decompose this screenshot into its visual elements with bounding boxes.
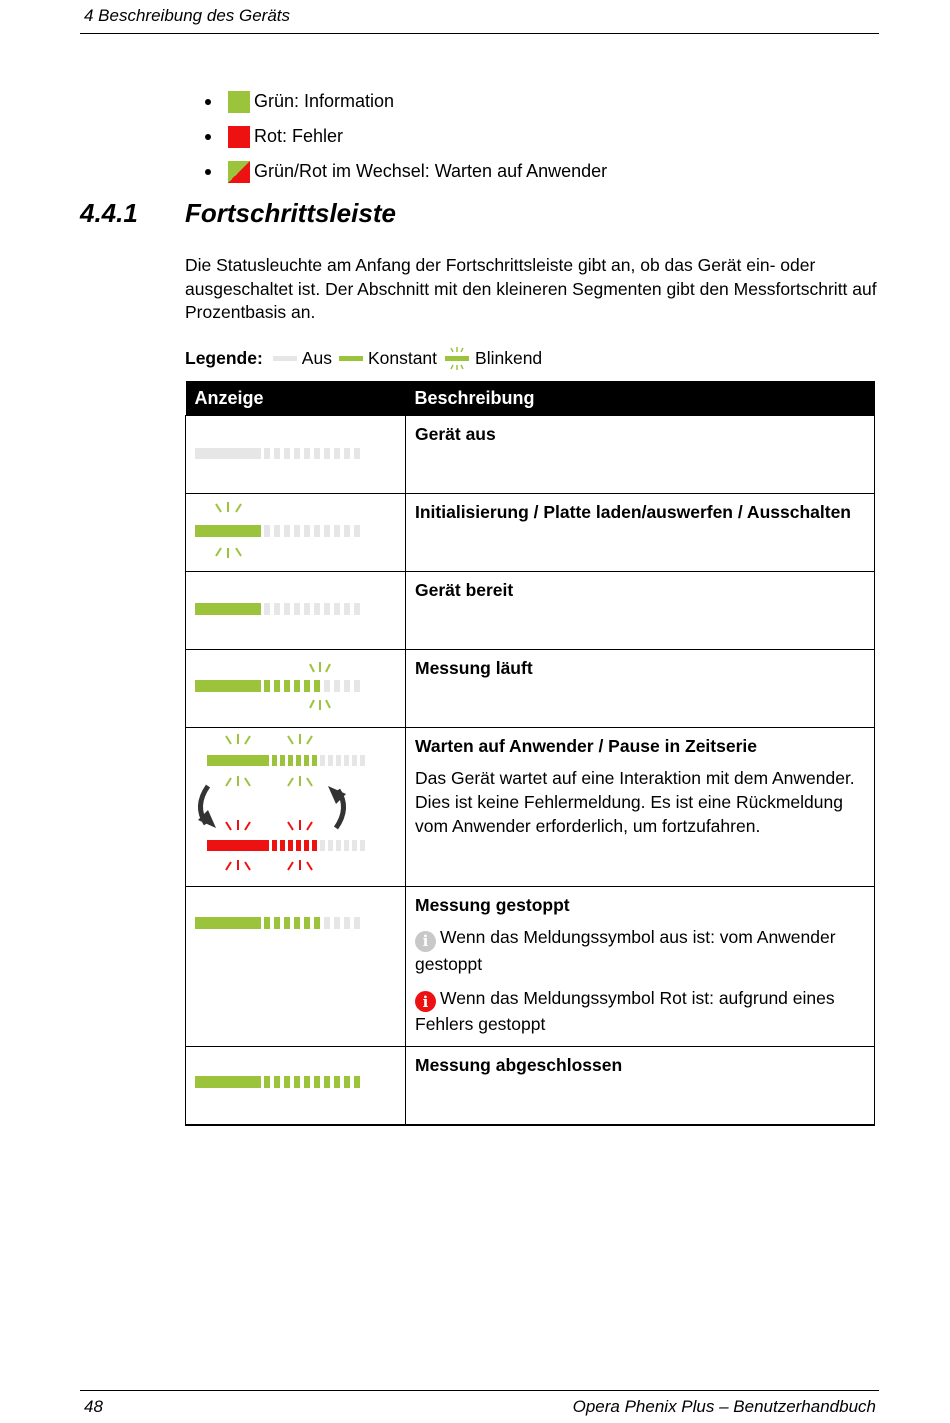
list-item bbox=[202, 119, 607, 154]
status-table bbox=[185, 381, 875, 1126]
list-item bbox=[202, 154, 607, 189]
display-cell bbox=[186, 1047, 406, 1126]
row-title: Messung gestoppt bbox=[415, 895, 570, 915]
progress-bar-ready-icon bbox=[186, 572, 397, 649]
table-header-row bbox=[186, 381, 875, 416]
note-off bbox=[415, 925, 866, 976]
table-row bbox=[186, 650, 875, 728]
column-header-description: Beschreibung bbox=[406, 381, 875, 416]
note-red-text: Wenn das Meldungssymbol Rot ist: aufgrund eines Fehlers gestoppt bbox=[415, 987, 835, 1034]
display-cell bbox=[186, 728, 406, 887]
description-cell bbox=[406, 650, 875, 728]
constant-segment-icon bbox=[339, 356, 363, 361]
legend-item-constant: Konstant bbox=[367, 347, 438, 368]
bullet-label: Grün/Rot im Wechsel: Warten auf Anwender bbox=[254, 161, 608, 181]
legend-item-off: Aus bbox=[301, 347, 332, 368]
row-title: Gerät aus bbox=[415, 424, 496, 444]
bullet-icon bbox=[205, 134, 211, 140]
column-header-display: Anzeige bbox=[186, 381, 406, 416]
legend bbox=[185, 346, 544, 370]
green-red-swatch-icon bbox=[228, 161, 250, 183]
table-row bbox=[186, 494, 875, 572]
blinking-segment-icon bbox=[442, 346, 472, 370]
green-swatch-icon bbox=[228, 91, 250, 113]
row-title: Messung läuft bbox=[415, 658, 533, 678]
display-cell bbox=[186, 572, 406, 650]
info-red-icon: i bbox=[415, 991, 436, 1012]
intro-paragraph: Die Statusleuchte am Anfang der Fortschrittsleiste gibt an, ob das Gerät ein- oder ausgeschaltet ist. Der Abschnitt mit den kleineren Segmenten gibt den Messfortschritt auf Prozentbasis an. bbox=[185, 255, 877, 322]
info-gray-icon: i bbox=[415, 931, 436, 952]
description-cell bbox=[406, 494, 875, 572]
table-row bbox=[186, 887, 875, 1047]
red-swatch-icon bbox=[228, 126, 250, 148]
progress-bar-complete-icon bbox=[186, 1047, 397, 1124]
status-color-list bbox=[202, 84, 607, 189]
note-off-text: Wenn das Meldungssymbol aus ist: vom Anwender gestoppt bbox=[415, 927, 836, 974]
description-cell bbox=[406, 887, 875, 1047]
page-number: 48 bbox=[84, 1397, 103, 1416]
progress-bar-running-icon bbox=[186, 650, 397, 727]
row-title: Warten auf Anwender / Pause in Zeitserie bbox=[415, 736, 757, 756]
description-cell bbox=[406, 1047, 875, 1126]
progress-bar-stopped-icon bbox=[186, 887, 397, 1039]
description-cell bbox=[406, 572, 875, 650]
progress-bar-off-icon bbox=[186, 416, 397, 493]
note-red bbox=[415, 986, 866, 1037]
off-segment-icon bbox=[273, 356, 297, 361]
running-header: 4 Beschreibung des Geräts bbox=[84, 6, 291, 25]
section-title: Fortschrittsleiste bbox=[185, 198, 396, 228]
progress-bar-init-icon bbox=[186, 494, 397, 571]
table-row bbox=[186, 1047, 875, 1126]
bullet-label: Grün: Information bbox=[254, 91, 395, 111]
bullet-icon bbox=[205, 99, 211, 105]
table-row bbox=[186, 572, 875, 650]
footer-rule bbox=[80, 1390, 879, 1391]
header-rule bbox=[80, 33, 879, 34]
display-cell bbox=[186, 887, 406, 1047]
description-cell bbox=[406, 728, 875, 887]
list-item bbox=[202, 84, 607, 119]
display-cell bbox=[186, 416, 406, 494]
legend-item-blinking: Blinkend bbox=[475, 347, 543, 368]
footer-title: Opera Phenix Plus – Benutzerhandbuch bbox=[572, 1397, 876, 1416]
bullet-label: Rot: Fehler bbox=[254, 126, 344, 146]
display-cell bbox=[186, 650, 406, 728]
description-cell bbox=[406, 416, 875, 494]
bullet-icon bbox=[205, 169, 211, 175]
table-row bbox=[186, 728, 875, 887]
row-text: Das Gerät wartet auf eine Interaktion mit dem Anwender. Dies ist keine Fehlermeldung. Es ist eine Rückmeldung vom Anwender erforderlich, um fortzufahren. bbox=[415, 768, 855, 836]
section-number: 4.4.1 bbox=[80, 198, 138, 228]
progress-bar-waiting-icon bbox=[186, 728, 397, 886]
row-title: Gerät bereit bbox=[415, 580, 514, 600]
legend-label: Legende: bbox=[185, 347, 263, 368]
table-row bbox=[186, 416, 875, 494]
display-cell bbox=[186, 494, 406, 572]
row-title: Initialisierung / Platte laden/auswerfen / Ausschalten bbox=[415, 502, 851, 522]
row-title: Messung abgeschlossen bbox=[415, 1055, 623, 1075]
